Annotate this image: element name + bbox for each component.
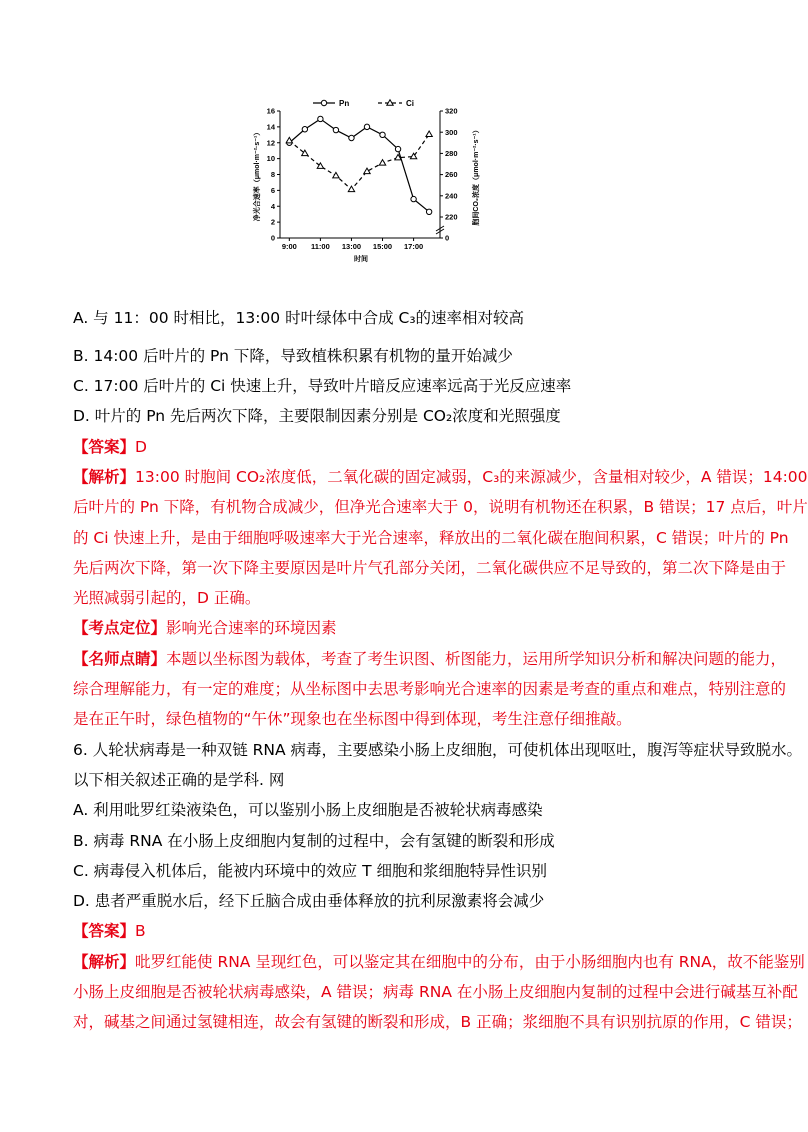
y-tick-label: 16 — [266, 106, 275, 116]
x-tick-label: 13:00 — [341, 242, 362, 251]
q5-answer-value: D — [135, 437, 147, 456]
q5-tips-line-3: 是在正午时，绿色植物的“午休”现象也在坐标图中得到体现，考生注意仔细推敲。 — [73, 710, 632, 729]
legend-pn-label: Pn — [339, 99, 350, 108]
y2-tick-label: 320 — [445, 106, 458, 116]
q6-analysis-text: 吡罗红能使 RNA 呈现红色，可以鉴定其在细胞中的分布，由于小肠细胞内也有 RNA，故不能鉴别 — [135, 952, 805, 971]
document-body — [73, 303, 808, 1038]
q5-tips-line-1 — [73, 644, 787, 674]
q5-key-point — [73, 613, 727, 643]
legend-pn-marker — [321, 100, 326, 105]
q5-analysis-line-4: 先后两次下降，第一次下降主要原因是叶片气孔部分关闭，二氧化碳供应不足导致的，第二次下降是由于 — [73, 558, 787, 577]
pn-data-point — [333, 127, 338, 132]
q6-answer — [73, 916, 727, 946]
pn-data-point — [411, 196, 416, 201]
pn-data-point — [380, 132, 385, 137]
q5-key-point-label: 【考点定位】 — [73, 619, 167, 638]
q5-analysis-line-2: 后叶片的 Pn 下降，有机物合成减少，但净光合速率大于 0，说明有机物还在积累，B 错误；17 点后，叶片 — [73, 498, 808, 517]
pn-data-point — [364, 124, 369, 129]
q6-analysis-label: 【解析】 — [73, 952, 136, 971]
y-tick-label: 4 — [270, 201, 275, 211]
q5-option-b: B. 14:00 后叶片的 Pn 下降，导致植株积累有机物的量开始减少 — [73, 346, 513, 365]
y-tick-label: 0 — [270, 233, 275, 243]
q5-analysis-line-1 — [73, 462, 808, 492]
q5-tips-text: 本题以坐标图为载体，考查了考生识图、析图能力，运用所学知识分析和解决问题的能力， — [166, 649, 787, 668]
y2-tick-label: 300 — [445, 127, 458, 137]
q6-analysis-line-2: 小肠上皮细胞是否被轮状病毒感染，A 错误；病毒 RNA 在小肠上皮细胞内复制的过程中会进行碱基互补配 — [73, 983, 798, 1002]
legend — [313, 99, 414, 108]
q5-analysis-line-3: 的 Ci 快速上升，是由于细胞呼吸速率大于光合速率，释放出的二氧化碳在胞间积累，C 错误；叶片的 Pn — [73, 528, 789, 547]
q6-stem-line-1: 6. 人轮状病毒是一种双链 RNA 病毒，主要感染小肠上皮细胞，可使机体出现呕吐，腹泻等症状导致脱水。 — [73, 740, 803, 759]
q5-option-d: D. 叶片的 Pn 先后两次下降，主要限制因素分别是 CO₂浓度和光照强度 — [73, 407, 561, 426]
q5-answer-label: 【答案】 — [73, 437, 136, 456]
pn-data-point — [426, 209, 431, 214]
x-tick-label: 9:00 — [281, 242, 297, 251]
y2-tick-label: 260 — [445, 170, 458, 180]
q6-option-c: C. 病毒侵入机体后，能被内环境中的效应 T 细胞和浆细胞特异性识别 — [73, 861, 548, 880]
right-y-axis-title: 胞间CO₂浓度（μmol·m⁻²·s⁻¹） — [473, 126, 480, 226]
x-axis-title: 时间 — [354, 256, 368, 263]
q5-key-point-text: 影响光合速率的环境因素 — [166, 620, 337, 638]
q5-option-c: C. 17:00 后叶片的 Ci 快速上升，导致叶片暗反应速率远高于光反应速率 — [73, 377, 572, 396]
x-tick-label: 15:00 — [372, 242, 393, 251]
q6-analysis-line-3: 对，碱基之间通过氢键相连，故会有氢键的断裂和形成，B 正确；浆细胞不具有识别抗原的作用，C 错误； — [73, 1013, 802, 1032]
q5-analysis-label: 【解析】 — [73, 467, 136, 486]
x-tick-label: 11:00 — [310, 242, 330, 251]
y-tick-label: 8 — [270, 170, 275, 180]
pn-data-point — [318, 116, 323, 121]
pn-data-point — [302, 127, 307, 132]
y-tick-label: 10 — [266, 154, 275, 164]
y-tick-label: 14 — [266, 122, 275, 132]
q6-stem-line-2: 以下相关叙述正确的是学科. 网 — [73, 770, 285, 789]
q5-answer — [73, 432, 727, 462]
y2-tick-label: 0 — [445, 233, 450, 243]
q6-option-d: D. 患者严重脱水后，经下丘脑合成由垂体释放的抗利尿激素将会减少 — [73, 892, 545, 911]
q6-option-a: A. 利用吡罗红染液染色，可以鉴别小肠上皮细胞是否被轮状病毒感染 — [73, 801, 543, 820]
pn-data-point — [349, 135, 354, 140]
ci-data-point — [333, 172, 339, 178]
q5-tips-line-2: 综合理解能力，有一定的难度；从坐标图中去思考影响光合速率的因素是考查的重点和难点，特别注意的 — [73, 680, 787, 699]
q6-option-b: B. 病毒 RNA 在小肠上皮细胞内复制的过程中，会有氢键的断裂和形成 — [73, 831, 555, 850]
pn-data-point — [395, 146, 400, 151]
y2-tick-label: 220 — [445, 212, 458, 222]
q6-answer-value: B — [135, 922, 146, 941]
ci-data-point — [426, 131, 432, 137]
left-y-axis-title: 净光合速率（μmol·m⁻²·s⁻¹） — [254, 128, 261, 222]
y-tick-label: 6 — [270, 185, 275, 195]
y2-tick-label: 240 — [445, 191, 458, 201]
pn-ci-line-chart — [240, 95, 490, 270]
chart-plot-area — [252, 99, 480, 263]
legend-ci-label: Ci — [406, 99, 414, 108]
q6-answer-label: 【答案】 — [73, 922, 136, 941]
series-line-pn — [289, 119, 429, 212]
q5-analysis-line-5: 光照减弱引起的，D 正确。 — [73, 589, 261, 608]
x-tick-label: 17:00 — [403, 242, 424, 251]
y-tick-label: 2 — [270, 217, 275, 227]
ci-data-point — [348, 186, 354, 192]
y2-tick-label: 280 — [445, 149, 458, 158]
q5-option-a: A. 与 11：00 时相比，13:00 时叶绿体中合成 C₃的速率相对较高 — [73, 309, 525, 327]
q6-analysis-line-1 — [73, 947, 805, 977]
q5-tips-label: 【名师点睛】 — [73, 649, 167, 668]
y-tick-label: 12 — [266, 138, 275, 148]
q5-analysis-text: 13:00 时胞间 CO₂浓度低，二氧化碳的固定减弱，C₃的来源减少，含量相对较少，A 错误；14:00 — [135, 467, 808, 486]
